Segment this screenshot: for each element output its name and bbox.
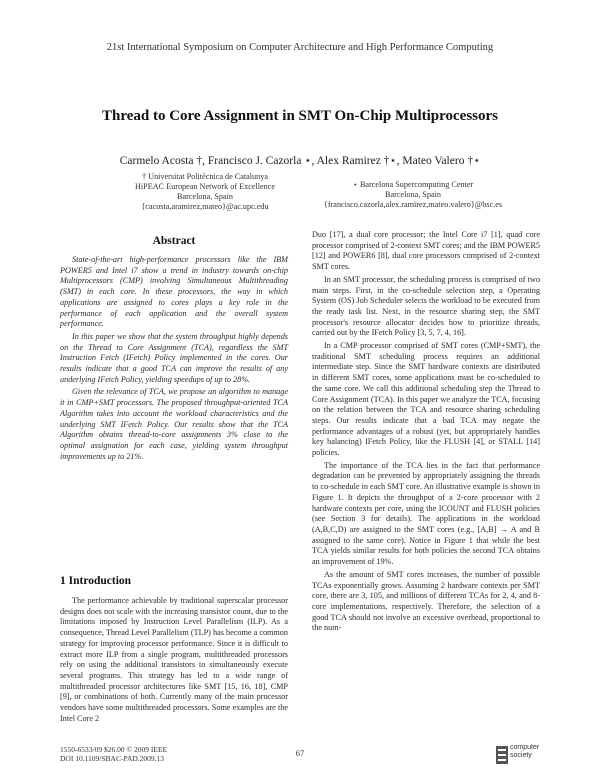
affiliation-line: Barcelona, Spain	[385, 190, 441, 199]
body-paragraph: In an SMT processor, the scheduling process is comprised of two main steps. First, in the co-schedule selection step, a Operating System (OS) Job Scheduler selects the workload to be executed from the ready task list. Next, in the resource sharing step, the SMT processor's resource allocator decides how to prioritize threads, carried out by the IFetch Policy [3, 5, 7, 4, 16].	[312, 274, 540, 338]
logo-text	[510, 744, 539, 760]
paper-title: Thread to Core Assignment in SMT On-Chip Multiprocessors	[101, 108, 498, 124]
doi-line: DOI 10.1109/SBAC-PAD.2009.13	[60, 754, 165, 763]
body-paragraph: The importance of the TCA lies in the fact that performance degradation can be prevented by appropriately assigning the threads to co-schedule in each SMT core. An illustrative example is shown in Figure 1. It depicts the throughput of a 2-core processor with 2 hardware contexts per core, using the ICOUNT and FLUSH policies (see Section 3 for details). The applications in the workload (A,B,C,D) are assigned to the SMT cores (e.g., [A,B] → A and B assigned to the same core). Notice in Figure 1 that while the best TCA yields similar results for both policies the second TCA obtains an improvement of 19%.	[312, 460, 540, 567]
affiliation-line: † Universitat Politècnica de Catalunya	[142, 172, 268, 181]
affiliation-email: {cacosta,aramirez,mateo}@ac.upc.edu	[141, 202, 269, 211]
body-paragraph: In a CMP processor comprised of SMT cores (CMP+SMT), the traditional SMT scheduling process requires an additional intermediate step. Since the SMT hardware contexts are distributed in different SMT cores, some applications must be co-scheduled to the same core. We call this additional scheduling step the Thread to Core Assignment (TCA). In this paper we analyze the TCA, focusing on the relation between the TCA and resource sharing scheduling steps. Our results indicate that a bad TCA may negate the performance advantages of a robust (yet, but appropriately handles key balancing) IFetch Policy, like the FLUSH [4], or STALL [14] policies.	[312, 341, 540, 458]
page-number: 67	[295, 748, 305, 758]
conference-header: 21st International Symposium on Computer Architecture and High Performance Computing	[106, 42, 494, 53]
affiliation-line: HiPEAC European Network of Excellence	[134, 182, 276, 191]
abstract-paragraph: Given the relevance of TCA, we propose an algorithm to manage it in CMP+SMT processors. The proposed throughput-oriented TCA Algorithm takes into account the workload characteristics and the underlying SMT IFetch Policy. Our results show that the TCA Algorithm obtains thread-to-core assignments 3% close to the optimal assignation for each case, yielding system throughput improvements up to 21%.	[60, 387, 288, 461]
abstract-paragraph: In this paper we show that the system throughput highly depends on the Thread to Core Assignment (TCA), regardless the SMT Instruction Fetch (IFetch) Policy implemented in the cores. Our results indicate that a good TCA can improve the results of any underlying IFetch Policy, yielding speedups of up to 28%.	[60, 331, 288, 384]
affiliation-bsc	[318, 180, 508, 210]
logo-text-line: society	[510, 752, 532, 759]
affiliation-line: Barcelona, Spain	[177, 192, 233, 201]
introduction-heading: 1 Introduction	[60, 575, 132, 587]
affiliation-upc	[110, 172, 300, 212]
author-list: Carmelo Acosta †, Francisco J. Cazorla ⋆, Alex Ramirez †⋆, Mateo Valero †⋆	[119, 155, 481, 167]
introduction-paragraph: The performance achievable by traditional superscalar processor designs does not scale with the increasing transistor count, due to the limitations imposed by Instruction Level Parallelism (ILP). As a consequence, Thread Level Parallelism (TLP) has become a common strategy for improving processor performance. Since it is difficult to extract more ILP from a single program, multithreaded processors rely on using the additional transistors to simultaneously execute several programs. This strategy has led to a wide range of multithreaded processor architectures like SMT [15, 16, 18], CMP [9], or combinations of both. Currently many of the main processor vendors have some multithreaded processors. Some examples are the Intel Core 2	[60, 596, 288, 723]
affiliation-line: ⋆ Barcelona Supercomputing Center	[352, 180, 474, 189]
right-column-body	[312, 230, 540, 636]
copyright-line: 1550-6533/09 $26.00 © 2009 IEEE	[60, 745, 168, 754]
logo-text-line: computer	[510, 744, 540, 751]
abstract-body	[60, 255, 288, 464]
affiliation-email: {francisco.cazorla,alex.ramirez,mateo.valero}@bsc.es	[323, 200, 503, 209]
introduction-body	[60, 596, 288, 726]
abstract-heading: Abstract	[152, 235, 196, 247]
body-paragraph: As the amount of SMT cores increases, the number of possible TCAs exponentially grows. Assuming 2 hardware contexts per SMT core, there are 3, 105, and millions of different TCAs for 2, 4, and 8-core implementations, respectively. Therefore, the selection of a good TCA should not involve an excessive overhead, proportional to the num-	[312, 569, 540, 633]
abstract-paragraph: State-of-the-art high-performance processors like the IBM POWER5 and Intel i7 show a trend in industry towards on-chip Multiprocessors (CMP) involving Simultaneous Multithreading (SMT) in each core. In these processors, the way in which applications are assigned to cores plays a key role in the performance of each application and the overall system performance.	[60, 255, 288, 329]
computer-society-logo-icon	[496, 746, 508, 764]
computer-society-logo	[496, 744, 544, 768]
body-paragraph: Duo [17], a dual core processor; the Intel Core i7 [1], quad core processor comprised of 2-context SMT cores; and the IBM POWER5 [12] and POWER6 [8], dual core processors comprised of 2-context SMT cores.	[312, 230, 540, 272]
